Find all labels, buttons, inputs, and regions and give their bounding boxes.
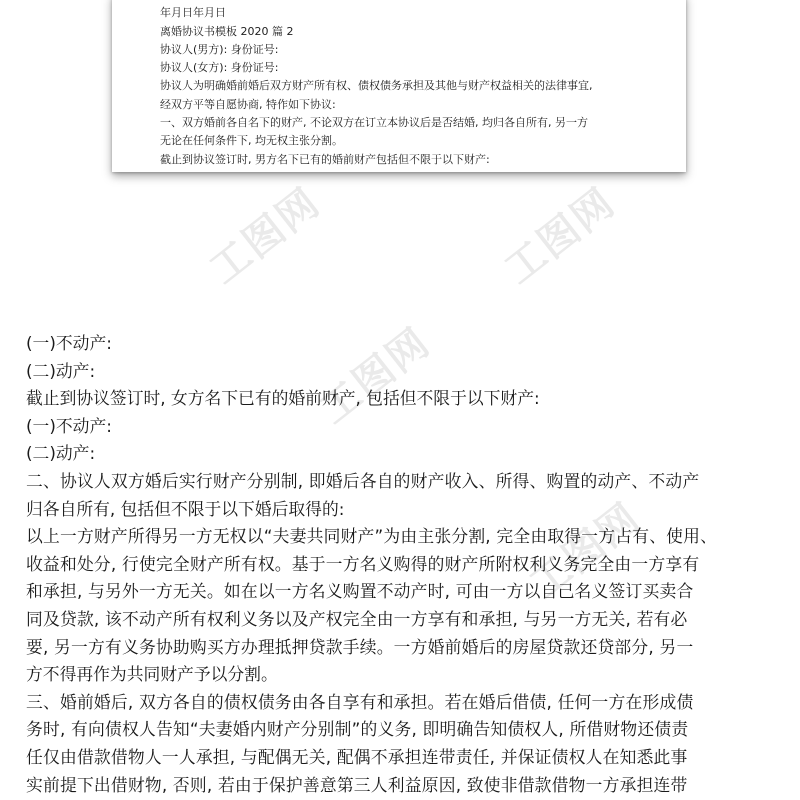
body-line: 以上一方财产所得另一方无权以“夫妻共同财产”为由主张分割, 完全由取得一方占有、使用、 [26,526,718,547]
preview-line: 离婚协议书模板 2020 篇 2 [160,24,294,38]
preview-line: 经双方平等自愿协商, 特作如下协议: [160,97,336,111]
body-line: 任仅由借款借物人一人承担, 与配偶无关, 配偶不承担连带责任, 并保证债权人在知悉此事 [26,746,688,767]
preview-line: 协议人(男方): 身份证号: [160,42,279,56]
preview-line: 无论在任何条件下, 均无权主张分割。 [160,134,343,148]
body-line: 务时, 有向债权人告知“夫妻婚内财产分别制”的义务, 即明确告知债权人, 所借财物还债责 [26,719,689,740]
body-line: 收益和处分, 行使完全财产所有权。基于一方名义购得的财产所附权利义务完全由一方享有 [26,553,700,574]
preview-line: 一、双方婚前各自名下的财产, 不论双方在订立本协议后是否结婚, 均归各自所有, 另一方 [160,116,588,130]
preview-line: 年月日年月日 [160,6,226,20]
body-line: (二)动产: [26,443,96,464]
body-line: 同及贷款, 该不动产所有权利义务以及产权完全由一方享有和承担, 与另一方无关, 若有必 [26,608,688,629]
watermark: 工图网 [496,179,624,294]
preview-line: 协议人(女方): 身份证号: [160,61,279,75]
preview-line: 截止到协议签订时, 男方名下已有的婚前财产包括但不限于以下财产: [160,152,490,166]
watermark: 工图网 [201,179,329,294]
preview-line: 协议人为明确婚前婚后双方财产所有权、债权债务承担及其他与财产权益相关的法律事宜, [160,79,593,93]
body-line: 截止到协议签订时, 女方名下已有的婚前财产, 包括但不限于以下财产: [26,388,540,409]
body-line: 方不得再作为共同财产予以分割。 [26,664,278,685]
document-body [26,330,774,799]
body-line: 实前提下出借财物, 否则, 若由于保护善意第三人利益原因, 致使非借款借物一方承担连带 [26,774,688,795]
body-line: (二)动产: [26,360,96,381]
body-line: 和承担, 与另外一方无关。如在以一方名义购置不动产时, 可由一方以自己名义签订买卖合 [26,581,694,602]
preview-text [160,0,666,169]
body-line: 要, 另一方有义务协助购买方办理抵押贷款手续。一方婚前婚后的房屋贷款还贷部分, 另一 [26,636,694,657]
body-line: 归各自所有, 包括但不限于以下婚后取得的: [26,498,345,519]
body-line: 三、婚前婚后, 双方各自的债权债务由各自享有和承担。若在婚后借债, 任何一方在形成债 [26,691,694,712]
body-line: (一)不动产: [26,333,112,353]
watermark: 工图网 [521,494,649,609]
document-preview-card [112,0,686,172]
body-line: 二、协议人双方婚后实行财产分别制, 即婚后各自的财产收入、所得、购置的动产、不动产 [26,470,700,491]
watermark: 工图网 [311,319,439,434]
body-line: (一)不动产: [26,415,112,436]
